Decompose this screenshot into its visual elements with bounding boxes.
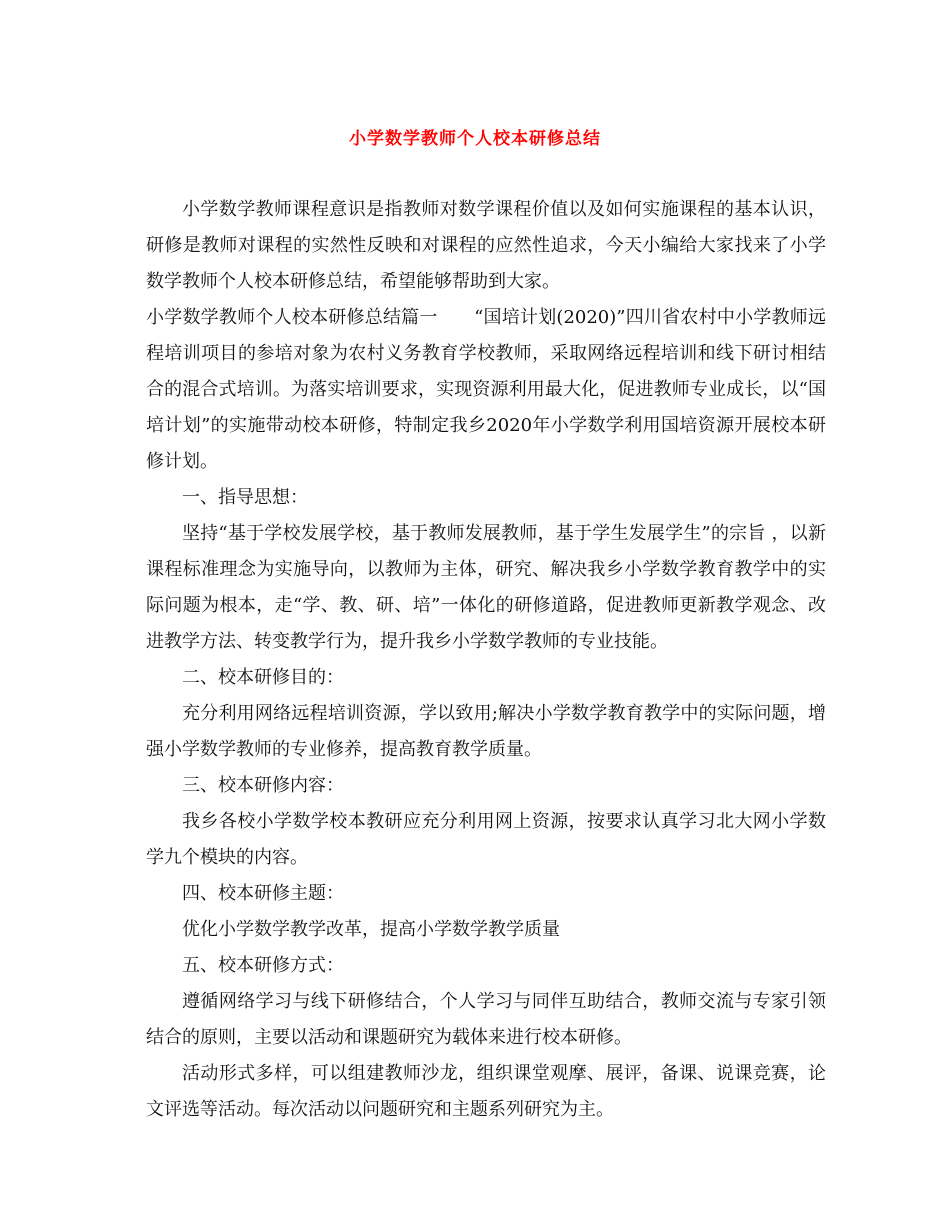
paragraph: 优化小学数学教学改革，提高小学数学教学质量 <box>182 919 560 940</box>
paragraph: 遵循网络学习与线下研修结合，个人学习与同伴互助结合，教师交流与专家引领结合的原则，主要以活动和课题研究为载体来进行校本研修。 <box>146 991 826 1048</box>
paragraph: 一、指导思想： <box>182 487 308 508</box>
paragraph: 坚持“基于学校发展学校，基于教师发展教师，基于学生发展学生”的宗旨 ，以新课程标准理念为实施导向，以教师为主体，研究、解决我乡小学数学教育教学中的实际问题为根本，走“学、教、研、培”一体化的研修道路，促进教师更新教学观念、改进教学方法、转变教学行为，提升我乡小学数学教师的专业技能。 <box>146 523 826 652</box>
paragraph: 二、校本研修目的： <box>182 667 344 688</box>
document-title: 小学数学教师个人校本研修总结 <box>349 129 601 149</box>
paragraph: 五、校本研修方式： <box>182 955 344 976</box>
paragraph: 三、校本研修内容： <box>182 775 344 796</box>
paragraph: 我乡各校小学数学校本教研应充分利用网上资源，按要求认真学习北大网小学数学九个模块的内容。 <box>146 811 826 868</box>
document-body <box>146 192 826 1128</box>
paragraph: 充分利用网络远程培训资源，学以致用;解决小学数学教育教学中的实际问题，增强小学数学教师的专业修养，提高教育教学质量。 <box>146 703 826 760</box>
paragraph: 活动形式多样，可以组建教师沙龙，组织课堂观摩、展评，备课、说课竞赛，论文评选等活动。每次活动以问题研究和主题系列研究为主。 <box>146 1063 826 1120</box>
paragraph: 小学数学教师个人校本研修总结篇一 “国培计划(2020)”四川省农村中小学教师远程培训项目的参培对象为农村义务教育学校教师，采取网络远程培训和线下研讨相结合的混合式培训。为落实培训要求，实现资源利用最大化，促进教师专业成长，以“国培计划”的实施带动校本研修，特制定我乡2020年小学数学利用国培资源开展校本研修计划。 <box>146 307 826 472</box>
paragraph: 小学数学教师课程意识是指教师对数学课程价值以及如何实施课程的基本认识，研修是教师对课程的实然性反映和对课程的应然性追求，今天小编给大家找来了小学数学教师个人校本研修总结，希望能够帮助到大家。 <box>146 199 826 292</box>
paragraph: 四、校本研修主题： <box>182 883 344 904</box>
